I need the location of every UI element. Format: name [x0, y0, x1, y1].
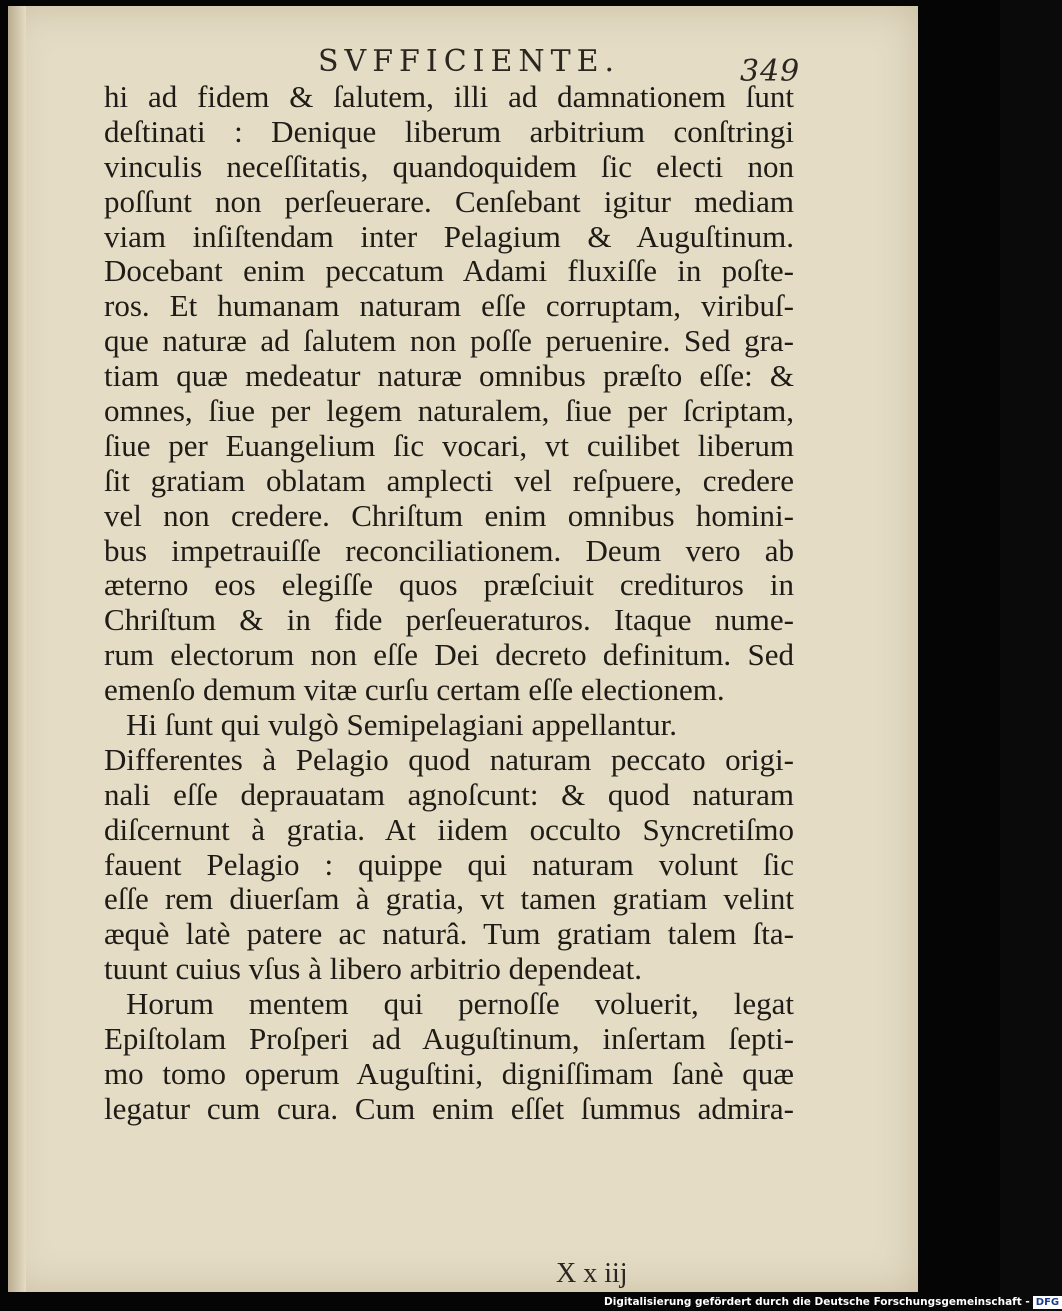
- text-line: ſiue per Euangelium ſic vocari, vt cuilibet liberum: [104, 427, 794, 463]
- text-line: vinculis neceſſitatis, quandoquidem ſic electi non: [104, 148, 794, 184]
- text-line: Differentes à Pelagio quod naturam peccato origi-: [104, 741, 794, 777]
- text-line: diſcernunt à gratia. At iidem occulto Syncretiſmo: [104, 811, 794, 847]
- text-line: Chriſtum & in fide perſeueraturos. Itaque nume-: [104, 602, 794, 638]
- text-line: tiam quæ medeatur naturæ omnibus præſto eſſe: &: [104, 358, 794, 394]
- text-line: legatur cum cura. Cum enim eſſet ſummus admira-: [104, 1090, 794, 1126]
- text-line: emenſo demum vitæ curſu certam eſſe electionem.: [104, 672, 725, 708]
- text-line: vel non credere. Chriſtum enim omnibus homini-: [104, 497, 794, 533]
- text-line: ros. Et humanam naturam eſſe corruptam, viribuſ-: [104, 288, 794, 324]
- text-line: viam inſiſtendam inter Pelagium & Auguſtinum.: [104, 218, 794, 254]
- text-line: eſſe rem diuerſam à gratia, vt tamen gratiam velint: [104, 881, 794, 917]
- text-line: rum electorum non eſſe Dei decreto definitum. Sed: [104, 637, 794, 673]
- text-line: tuunt cuius vſus à libero arbitrio dependeat.: [104, 951, 643, 987]
- page-gutter: [8, 6, 26, 1292]
- page-number: 349: [740, 54, 801, 89]
- text-line: poſſunt non perſeuerare. Cenſebant igitur mediam: [104, 183, 794, 219]
- credit-text: Digitalisierung gefördert durch die Deutsche Forschungsgemeinschaft -: [604, 1296, 1030, 1308]
- text-line: æquè latè patere ac naturâ. Tum gratiam talem ſta-: [104, 916, 794, 952]
- running-title: SVFFICIENTE.: [318, 44, 621, 79]
- text-line: omnes, ſiue per legem naturalem, ſiue per ſcriptam,: [104, 393, 794, 429]
- text-line: deſtinati : Denique liberum arbitrium conſtringi: [104, 113, 794, 149]
- text-line: hi ad fidem & ſalutem, illi ad damnationem ſunt: [104, 79, 794, 114]
- dfg-logo: DFG: [1033, 1296, 1062, 1309]
- text-line: ſit gratiam oblatam amplecti vel reſpuere, credere: [104, 462, 794, 498]
- digitization-credit: [604, 1293, 1062, 1311]
- text-line: nali eſſe deprauatam agnoſcunt: & quod naturam: [104, 776, 794, 812]
- signature-mark: X x iij: [556, 1258, 628, 1289]
- text-line: Docebant enim peccatum Adami fluxiſſe in poſte-: [104, 253, 794, 289]
- text-line: æterno eos elegiſſe quos præſciuit credituros in: [104, 567, 794, 603]
- text-line: Hi ſunt qui vulgò Semipelagiani appellantur.: [126, 707, 678, 743]
- text-line: que naturæ ad ſalutem non poſſe peruenire. Sed gra-: [104, 323, 794, 359]
- text-line: fauent Pelagio : quippe qui naturam volunt ſic: [104, 846, 794, 882]
- body-text: [104, 80, 794, 1127]
- text-line: mo tomo operum Auguſtini, digniſſimam ſanè quæ: [104, 1055, 794, 1091]
- text-line: bus impetrauiſſe reconciliationem. Deum vero ab: [104, 532, 794, 568]
- text-line: Epiſtolam Proſperi ad Auguſtinum, inſertam ſepti-: [104, 1021, 794, 1057]
- book-page: [8, 6, 918, 1292]
- text-line: Horum mentem qui pernoſſe voluerit, legat: [126, 986, 794, 1022]
